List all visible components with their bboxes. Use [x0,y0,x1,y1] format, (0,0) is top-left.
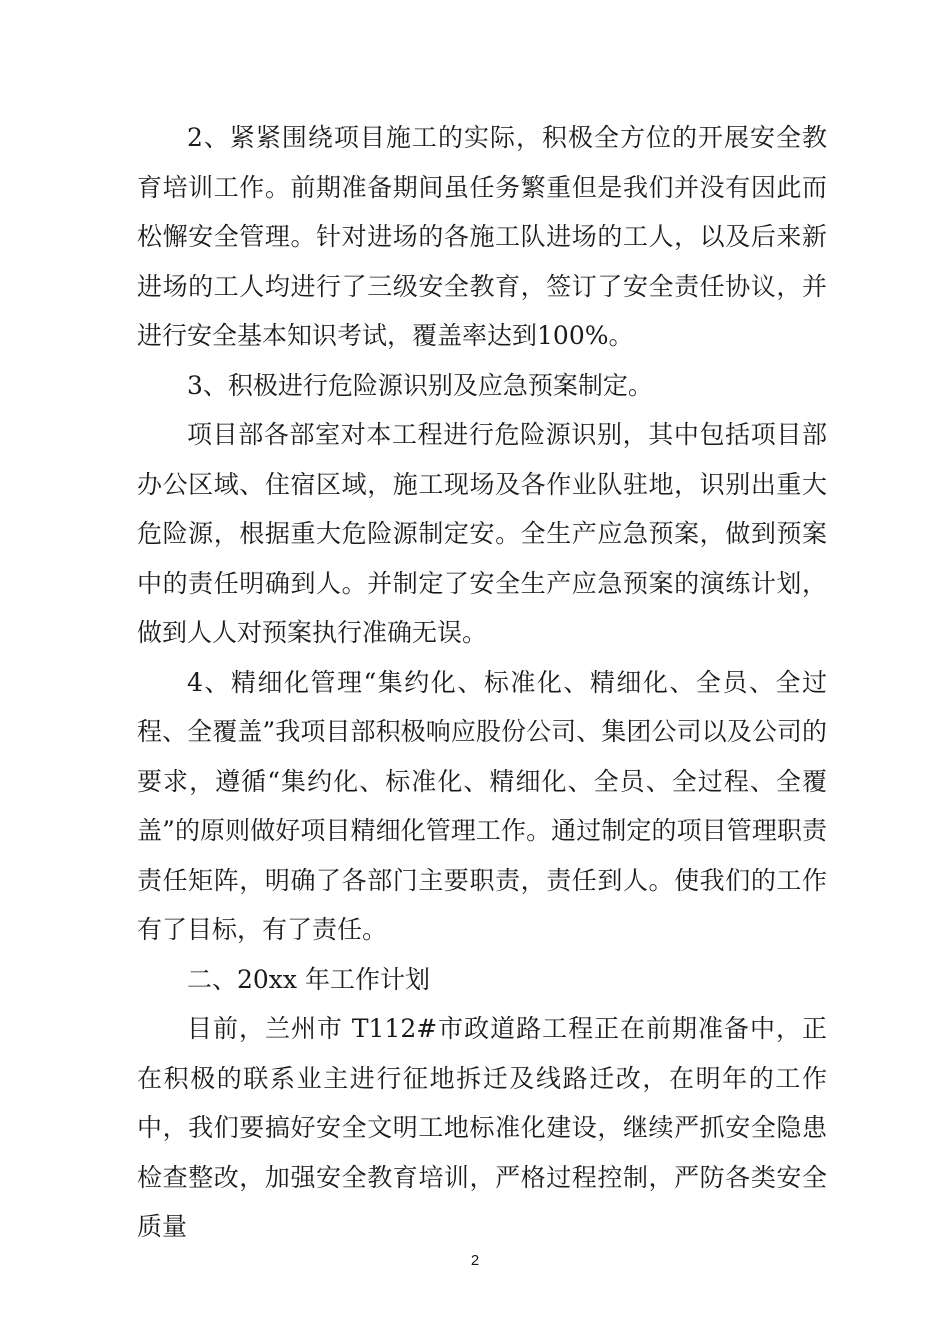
document-body [137,113,827,1252]
page-number: 2 [470,1252,480,1269]
paragraph-work-plan: 目前，兰州市 T112#市政道路工程正在前期准备中，正在积极的联系业主进行征地拆迁及线路迁改，在明年的工作中，我们要搞好安全文明工地标准化建设，继续严抓安全隐患检查整改，加强安全教育培训，严格过程控制，严防各类安全质量 [137,1014,827,1241]
paragraph-hazard-heading: 3、积极进行危险源识别及应急预案制定。 [187,370,653,400]
paragraph-hazard-identification: 项目部各部室对本工程进行危险源识别，其中包括项目部办公区域、住宿区域，施工现场及各作业队驻地，识别出重大危险源，根据重大危险源制定安。全生产应急预案，做到预案中的责任明确到人。并制定了安全生产应急预案的演练计划，做到人人对预案执行准确无误。 [137,420,827,647]
paragraph-training: 2、紧紧围绕项目施工的实际，积极全方位的开展安全教育培训工作。前期准备期间虽任务繁重但是我们并没有因此而松懈安全管理。针对进场的各施工队进场的工人，以及后来新进场的工人均进行了三级安全教育，签订了安全责任协议，并进行安全基本知识考试，覆盖率达到100%。 [137,123,827,350]
paragraph-refined-management: 4、精细化管理“集约化、标准化、精细化、全员、全过程、全覆盖”我项目部积极响应股份公司、集团公司以及公司的要求，遵循“集约化、标准化、精细化、全员、全过程、全覆盖”的原则做好项目精细化管理工作。通过制定的项目管理职责责任矩阵，明确了各部门主要职责，责任到人。使我们的工作有了目标，有了责任。 [137,667,827,944]
section-heading-work-plan: 二、20xx 年工作计划 [187,964,430,994]
